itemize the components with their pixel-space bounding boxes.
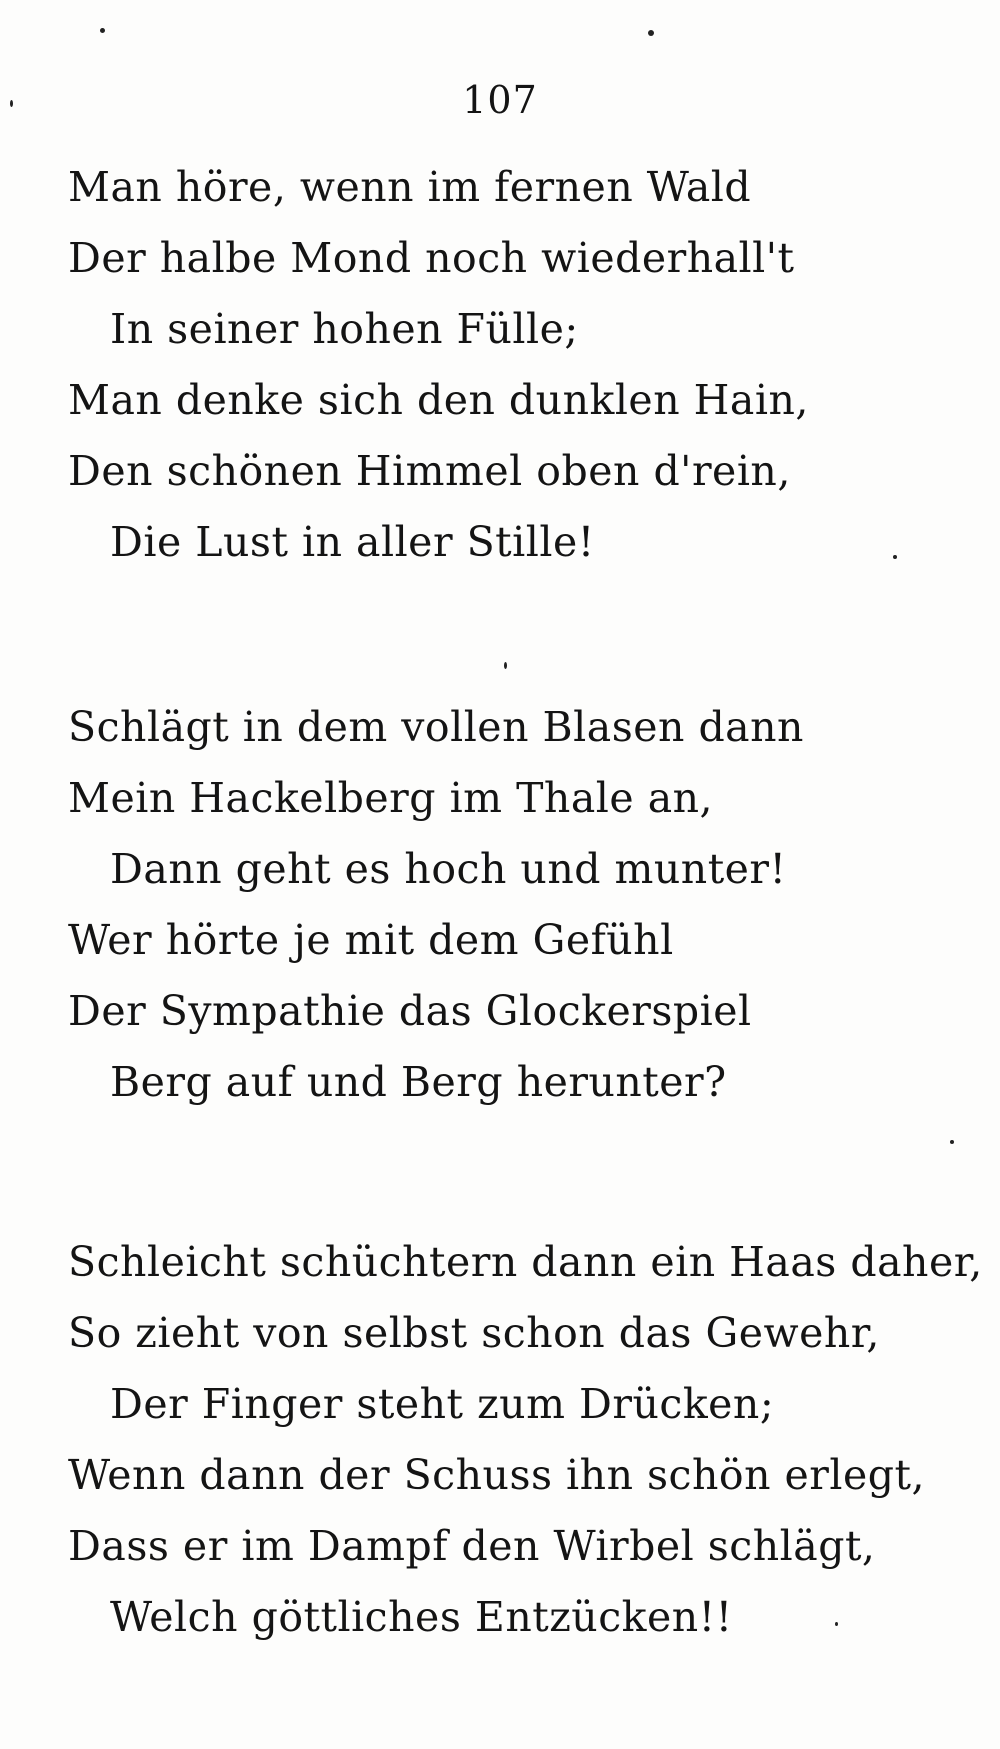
verse-line: Mein Hackelberg im Thale an, (68, 774, 714, 822)
stanza-1 (68, 152, 928, 578)
verse-line-indented: Der Finger steht zum Drücken; (110, 1380, 775, 1428)
verse-line-indented: Berg auf und Berg herunter? (110, 1058, 727, 1106)
stanza-2 (68, 692, 928, 1118)
verse-line: Dass er im Dampf den Wirbel schlägt, (68, 1522, 876, 1570)
verse-line: Der Sympathie das Glockerspiel (68, 987, 752, 1035)
verse-line-indented: Welch göttliches Entzücken!! (110, 1593, 733, 1641)
verse-line: Der halbe Mond noch wiederhall't (68, 234, 795, 282)
verse-line: Man denke sich den dunklen Hain, (68, 376, 809, 424)
verse-line: Den schönen Himmel oben d'rein, (68, 447, 791, 495)
scan-speck (835, 1622, 838, 1626)
verse-line: Schlägt in dem vollen Blasen dann (68, 703, 804, 751)
scan-speck (950, 1140, 954, 1144)
verse-line-indented: Dann geht es hoch und munter! (110, 845, 787, 893)
scan-speck (504, 662, 507, 669)
scan-speck (648, 30, 654, 36)
verse-line-indented: Die Lust in aller Stille! (110, 518, 595, 566)
verse-line: Wenn dann der Schuss ihn schön erlegt, (68, 1451, 926, 1499)
verse-line: So zieht von selbst schon das Gewehr, (68, 1309, 880, 1357)
scan-speck (893, 555, 897, 559)
verse-line-indented: In seiner hohen Fülle; (110, 305, 579, 353)
verse-line: Man höre, wenn im fernen Wald (68, 163, 752, 211)
scan-speck (100, 28, 105, 33)
scan-speck (10, 100, 13, 107)
stanza-3 (68, 1227, 983, 1653)
verse-line: Schleicht schüchtern dann ein Haas daher, (68, 1238, 983, 1286)
page-number: 107 (462, 78, 538, 122)
verse-line: Wer hörte je mit dem Gefühl (68, 916, 674, 964)
